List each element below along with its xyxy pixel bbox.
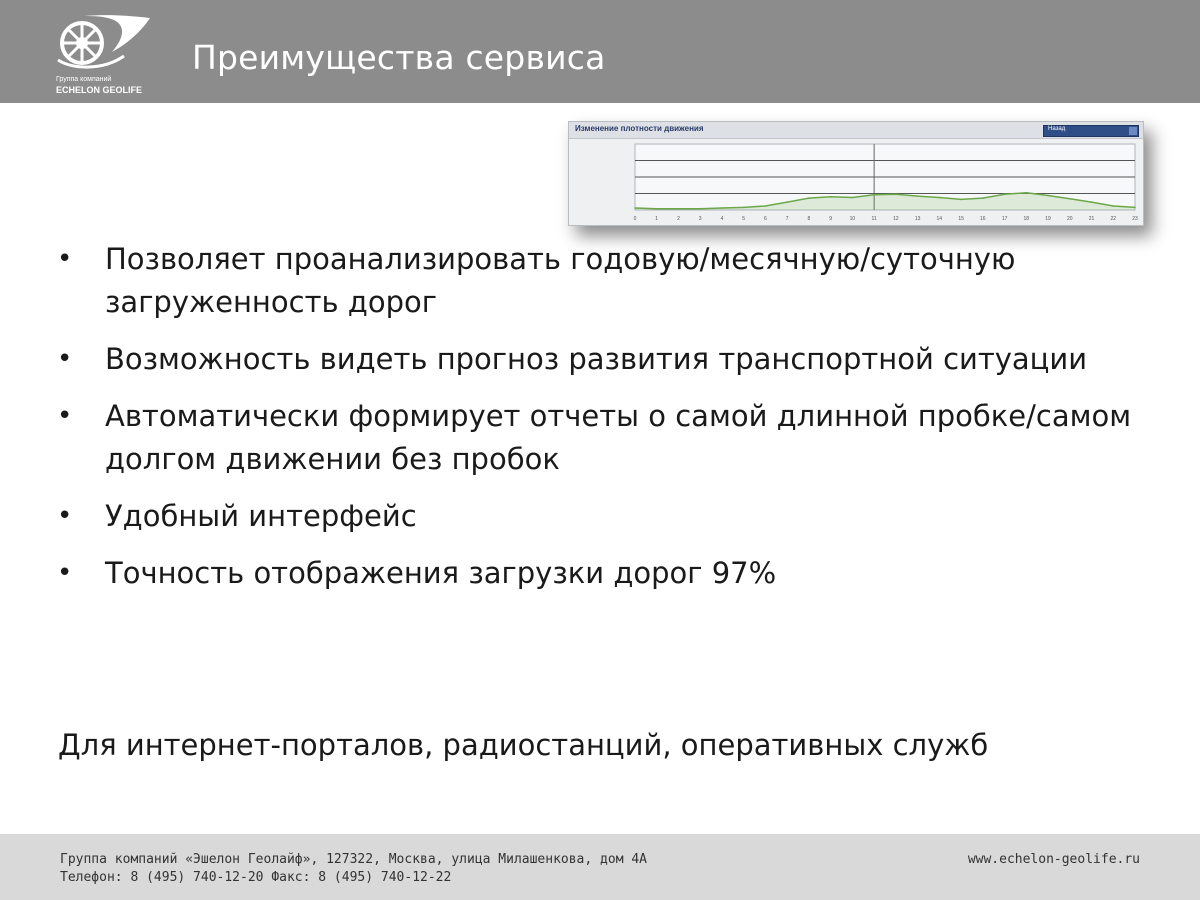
x-tick-label: 12 <box>893 216 899 222</box>
x-tick-label: 18 <box>1023 216 1030 222</box>
period-select-value: Назад <box>1048 126 1066 132</box>
x-tick-label: 4 <box>720 216 724 222</box>
list-item <box>55 395 1165 481</box>
data-point <box>743 207 745 209</box>
x-tick-label: 20 <box>1067 216 1073 222</box>
screenshot-titlebar <box>569 122 1143 139</box>
x-tick-label: 17 <box>1001 216 1008 222</box>
list-item-text: Удобный интерфейс <box>105 499 417 533</box>
data-point <box>1069 198 1071 200</box>
x-tick-label: 0 <box>633 216 637 222</box>
data-point <box>656 208 658 210</box>
data-point <box>765 205 767 207</box>
slide-header <box>0 0 1200 103</box>
period-select[interactable] <box>1043 125 1139 137</box>
audience-tagline: Для интернет-порталов, радиостанций, оперативных служб <box>58 728 989 762</box>
data-point <box>982 197 984 199</box>
x-tick-label: 21 <box>1088 216 1095 222</box>
bullet-icon: • <box>57 501 73 531</box>
x-tick-label: 5 <box>742 216 746 222</box>
x-tick-label: 22 <box>1110 216 1117 222</box>
x-tick-label: 6 <box>764 216 767 222</box>
traffic-density-screenshot <box>568 121 1144 226</box>
x-tick-label: 7 <box>785 216 789 222</box>
data-point <box>786 201 788 203</box>
x-tick-label: 3 <box>698 216 702 222</box>
bullet-icon: • <box>57 244 73 274</box>
data-point <box>917 195 919 197</box>
data-point <box>939 197 941 199</box>
chevron-down-icon[interactable] <box>1129 127 1137 135</box>
x-tick-label: 9 <box>829 216 833 222</box>
data-point <box>1134 207 1136 209</box>
data-point <box>852 197 854 199</box>
list-item-text: Позволяет проанализировать годовую/месячную/суточную загруженность дорог <box>105 242 1016 319</box>
x-tick-label: 23 <box>1132 216 1138 222</box>
footer-phones: Телефон: 8 (495) 740-12-20 Факс: 8 (495) 740-12-22 <box>60 870 452 885</box>
data-point <box>873 194 875 196</box>
data-point <box>1026 192 1028 194</box>
data-point <box>699 208 701 210</box>
list-item <box>55 338 1165 381</box>
advantages-list <box>55 238 1165 609</box>
footer-address: Группа компаний «Эшелон Геолайф», 127322, Москва, улица Милашенкова, дом 4А <box>60 852 647 867</box>
list-item <box>55 495 1165 538</box>
data-point <box>1004 193 1006 195</box>
bullet-icon: • <box>57 558 73 588</box>
x-tick-label: 19 <box>1045 216 1051 222</box>
x-tick-label: 8 <box>807 216 811 222</box>
x-tick-label: 16 <box>980 216 986 222</box>
bullet-icon: • <box>57 401 73 431</box>
data-point <box>960 199 962 201</box>
company-logo <box>50 12 160 98</box>
logo-caption-small: Группа компаний <box>56 76 112 83</box>
list-item <box>55 552 1165 595</box>
logo-caption-brand: ECHELON GEOLIFE <box>56 85 143 95</box>
slide-footer <box>0 834 1200 900</box>
x-tick-label: 11 <box>871 216 877 222</box>
data-point <box>1047 195 1049 197</box>
x-tick-label: 14 <box>936 216 943 222</box>
data-point <box>634 207 636 209</box>
data-point <box>830 196 832 198</box>
chart-title: Изменение плотности движения <box>575 124 704 133</box>
page-title: Преимущества сервиса <box>192 38 606 77</box>
data-point <box>808 197 810 199</box>
list-item-text: Автоматически формирует отчеты о самой длинной пробке/самом долгом движении без пробок <box>105 399 1132 476</box>
footer-website-link[interactable]: www.echelon-geolife.ru <box>967 852 1140 867</box>
x-tick-label: 13 <box>914 216 921 222</box>
bullet-icon: • <box>57 344 73 374</box>
list-item-text: Точность отображения загрузки дорог 97% <box>105 556 777 590</box>
data-point <box>678 208 680 210</box>
data-point <box>895 193 897 195</box>
data-point <box>1113 205 1115 207</box>
x-tick-label: 1 <box>655 216 659 222</box>
logo-wheel-icon <box>54 12 154 74</box>
x-tick-label: 15 <box>958 216 964 222</box>
data-point <box>721 207 723 209</box>
traffic-density-chart <box>569 138 1143 224</box>
x-tick-label: 2 <box>677 216 680 222</box>
list-item-text: Возможность видеть прогноз развития транспортной ситуации <box>105 342 1088 376</box>
data-point <box>1091 201 1093 203</box>
list-item <box>55 238 1165 324</box>
x-tick-label: 10 <box>849 216 856 222</box>
